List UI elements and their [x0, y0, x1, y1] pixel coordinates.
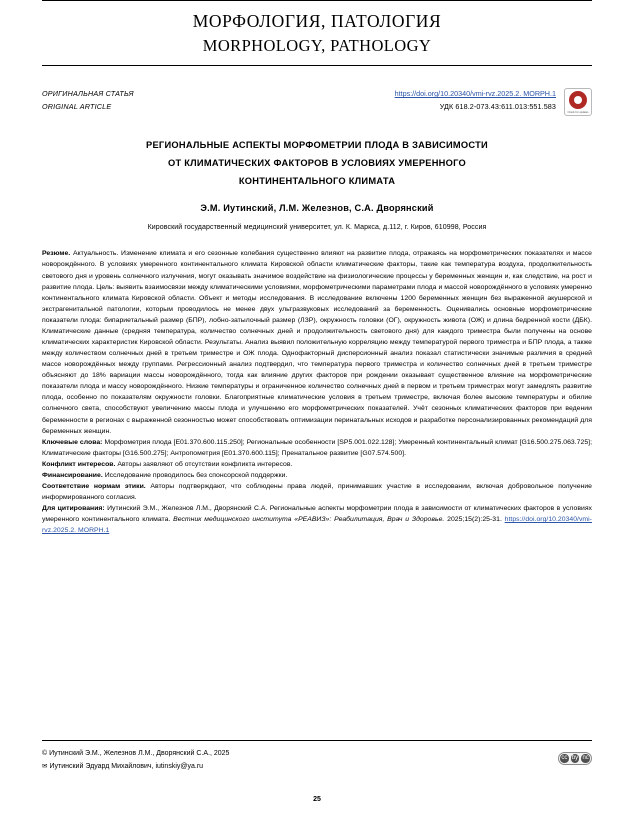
conflict-label: Конфликт интересов. — [42, 460, 116, 468]
page-footer — [42, 748, 592, 774]
author-list: Э.М. Иутинский, Л.М. Железнов, С.А. Дворянский — [200, 203, 434, 214]
qr-check-badge-icon — [569, 91, 587, 109]
page-number: 25 — [313, 796, 321, 803]
conflict-text: Авторы заявляют об отсутствии конфликта интересов. — [117, 460, 293, 468]
citation-tail: 2025;15(2):25-31. — [447, 516, 505, 524]
section-heading — [42, 1, 592, 65]
divider-bottom — [42, 65, 592, 66]
article-type-en: ORIGINAL ARTICLE — [42, 101, 112, 111]
copyright-line: © Иутинский Э.М., Железнов Л.М., Дворянский С.А., 2025 — [42, 750, 230, 757]
abstract-text: Актуальность. Изменение климата и его сезонные колебания существенно влияют на развитие плода, отражаясь на морфометрических показателях и массе новорождённого. В условиях умеренного континентального климата Кировской области климатические факторы, такие как температура воздуха, продолжительность светового дня и уровень солнечного излучения, могут оказывать значимое воздействие на физиологические процессы у беременных женщин и, как следствие, на рост и развитие плода. Цель: выявить взаимосвязи между климатическими условиями, морфометрическими параметрами плода и массой новорождённого в условиях умеренно континентального климата Кировской области. Объект и методы исследования. В исследование включены 1200 беременных женщин без выраженной акушерской и экстрагенитальной патологии, которым проводилось не менее двух ультразвуковых исследований за беременность. Оценивались основные морфометрические показатели плода: бипариетальный размер (БПР), лобно-затылочный размер (ЛЗР), окружность головки (ОГ), окружность живота (ОЖ) и длина бедренной кости (ДБК). Климатические данные (средняя температура, количество солнечных дней и продолжительность светового дня) для каждого триместра были получены на основе климатических характеристик Кировской области. Результаты. Анализ выявил положительную корреляцию между температурой первого триместра и БПР плода, а также между количеством солнечных дней в третьем триместре и ОЖ плода. Однофакторный дисперсионный анализ показал статистически значимые различия в средней массе новорождённых между группами. Регрессионный анализ подтвердил, что температура первого триместра и количество солнечных дней в третьем триместре объясняют до 18% вариации массы новорождённого, тогда как влияние других факторов при рождении оказывает существенное влияние на морфометрические показатели плода и массу новорождённого. Низкие температуры и ограниченное количество солнечных дней в первом и третьем триместрах могут замедлять развитие плода, особенно по показателям окружности головки. Благоприятные климатические условия в третьем триместре, включая более высокие температуры и обилие солнечного света, способствуют увеличению массы плода и улучшению его морфометрических показателей. Учёт сезонных климатических факторов при ведении беременности в регионах с выраженной сезонностью может способствовать оптимизации перинатальных исходов и разработке персонализированных рекомендаций для беременных женщин. — [42, 250, 593, 435]
abstract-block — [42, 248, 592, 536]
cc-mark-cc: cc — [561, 755, 568, 762]
section-heading-en: MORPHOLOGY, PATHOLOGY — [202, 36, 432, 55]
corresponding-author-line — [42, 761, 592, 774]
section-heading-ru: МОРФОЛОГИЯ, ПАТОЛОГИЯ — [192, 11, 442, 31]
abstract-label: Резюме. — [42, 250, 71, 258]
footer-divider — [42, 740, 592, 741]
funding-text: Исследование проводилось без спонсорской поддержки. — [104, 471, 288, 479]
abstract-paragraph — [42, 248, 592, 436]
affiliation: Кировский государственный медицинский университет, ул. К. Маркса, д.112, г. Киров, 610998, Россия — [147, 224, 487, 232]
article-type-ru: ОРИГИНАЛЬНАЯ СТАТЬЯ — [42, 89, 134, 98]
section-heading-block — [42, 0, 592, 66]
conflict-paragraph — [42, 459, 592, 470]
check-for-updates-badge[interactable] — [564, 88, 592, 116]
badge-caption: Check for updates — [567, 110, 589, 114]
keywords-label: Ключевые слова: — [42, 438, 103, 446]
ethics-text: Авторы подтверждают, что соблюдены права людей, принимавших участие в исследовании, включая добровольное получение информированного согласия. — [42, 483, 593, 502]
page-content — [42, 0, 592, 820]
identifiers — [134, 88, 564, 113]
citation-label: Для цитирования: — [42, 505, 105, 513]
citation-journal: Вестник медицинского института «РЕАВИЗ»: Реабилитация, Врач и Здоровье. — [173, 516, 445, 524]
creative-commons-badge[interactable] — [558, 752, 592, 765]
title-line-1: РЕГИОНАЛЬНЫЕ АСПЕКТЫ МОРФОМЕТРИИ ПЛОДА В ЗАВИСИМОСТИ — [146, 140, 488, 150]
title-line-2: ОТ КЛИМАТИЧЕСКИХ ФАКТОРОВ В УСЛОВИЯХ УМЕРЕННОГО — [167, 158, 467, 169]
doi-line — [134, 88, 556, 101]
udk-code: УДК 618.2-073.43:611.013:551.583 — [439, 101, 556, 111]
page-title — [42, 136, 592, 190]
citation-text: Иутинский Э.М., Железнов Л.М., Дворянский С.А. Региональные аспекты морфометрии плода в зависимости от климатических факторов в условиях умеренного континентального климата. — [42, 505, 592, 524]
funding-paragraph — [42, 470, 592, 481]
doi-link[interactable]: https://doi.org/10.20340/vmi-rvz.2025.2. MORPH.1 — [394, 89, 556, 98]
cc-mark-nc: nc — [582, 755, 589, 762]
citation-paragraph — [42, 503, 592, 536]
keywords-paragraph — [42, 437, 592, 459]
funding-label: Финансирование. — [42, 471, 103, 479]
ethics-label: Соответствие нормам этики. — [42, 483, 146, 491]
keywords-text: Морфометрия плода [E01.370.600.115.250]; Региональные особенности [SP5.001.022.128]; Умеренный континентальный климат [G16.500.275.063.725]; Климатические факторы [G16.500.275]; Антропометрия [E01.370.600.115]; Пренатальное развитие [G07.574.500]. — [42, 438, 592, 457]
ethics-paragraph — [42, 481, 592, 503]
title-line-3: КОНТИНЕНТАЛЬНОГО КЛИМАТА — [238, 176, 396, 187]
envelope-icon: ✉ — [42, 762, 48, 770]
article-meta-row — [42, 88, 592, 116]
corresponding-author: Иутинский Эдуард Михайлович, iutinskiy@ya.ru — [49, 762, 204, 770]
citation-doi-link[interactable]: https://doi.org/10.20340/vmi-rvz.2025.2. MORPH.1 — [42, 516, 592, 535]
cc-mark-by: by — [571, 755, 579, 762]
article-type — [42, 88, 134, 113]
